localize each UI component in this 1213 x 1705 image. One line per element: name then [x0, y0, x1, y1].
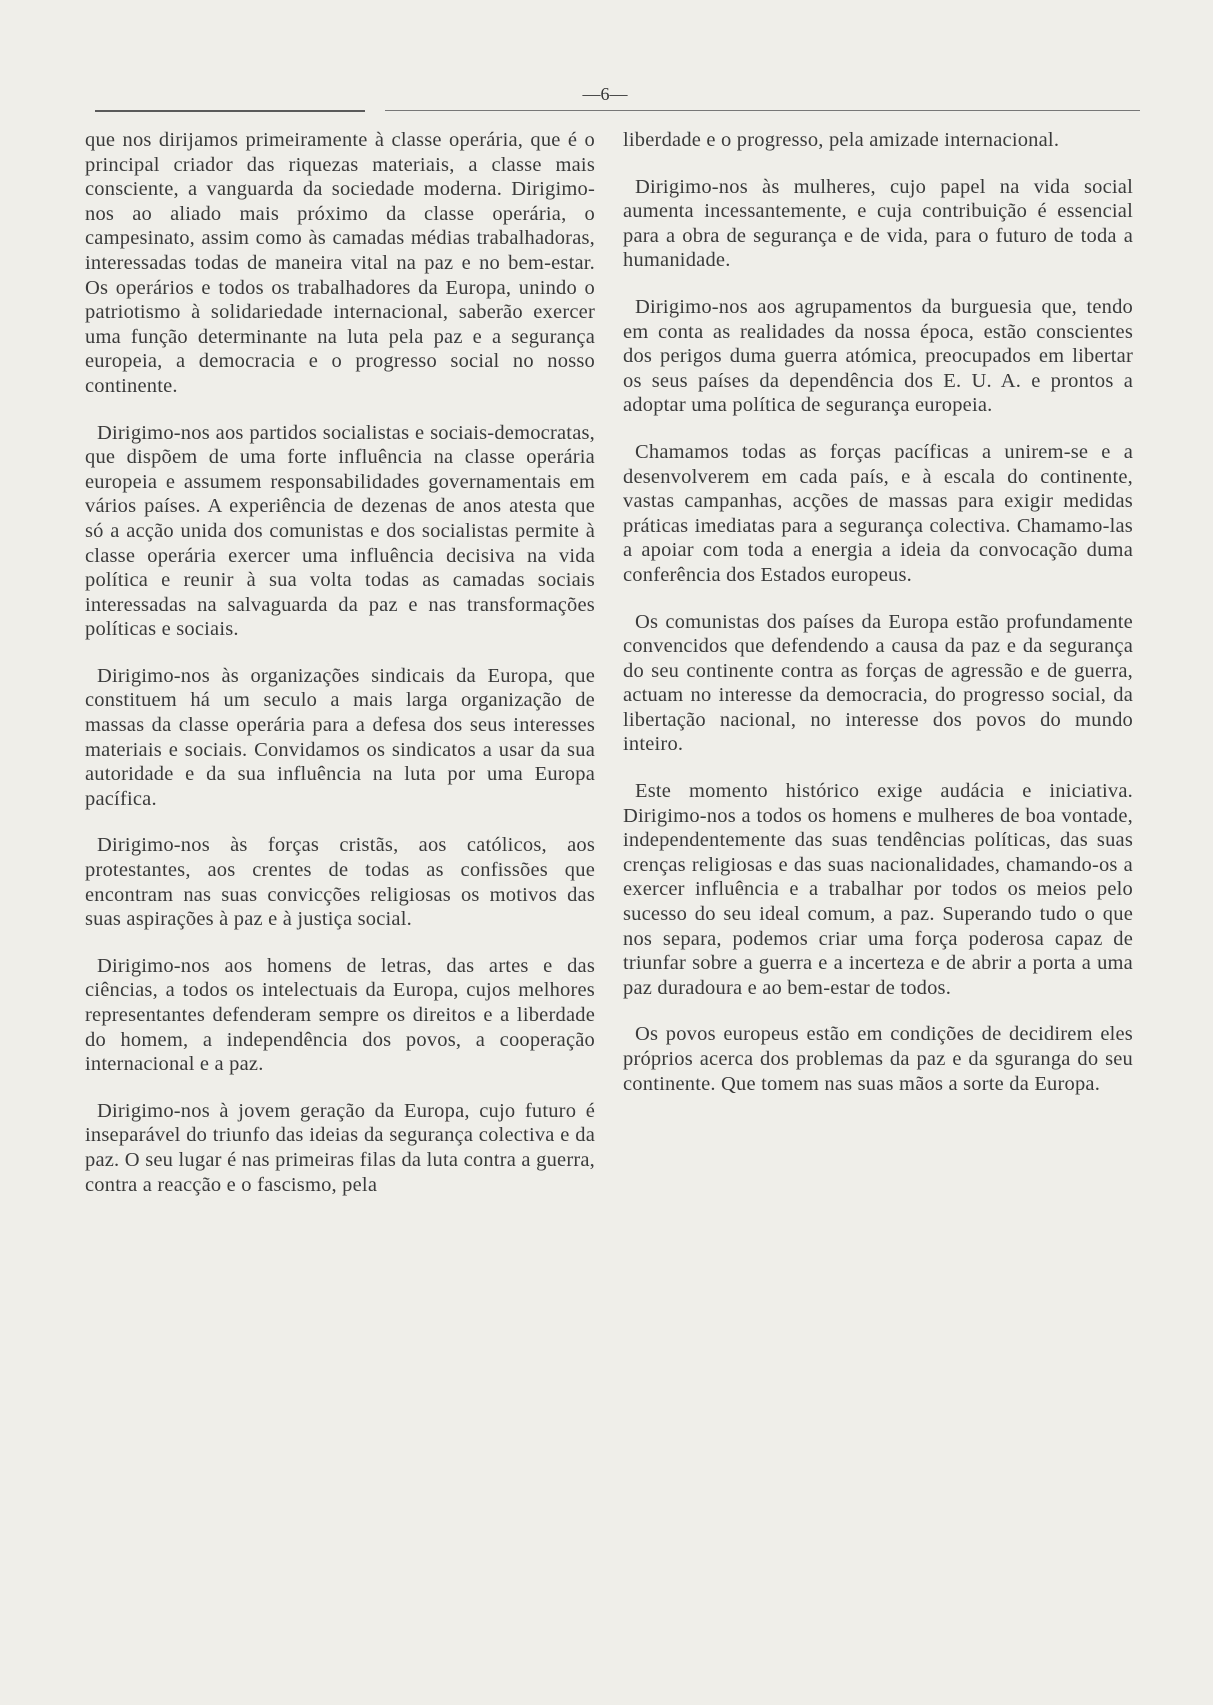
paragraph: Dirigimo-nos aos homens de letras, das artes e das ciências, a todos os intelectuais da Europa, cujos melhores representantes defenderam sempre os direitos e a liberdade do homem, a independência dos povos, a cooperação internacional e a paz.	[85, 954, 595, 1076]
paragraph: que nos dirijamos primeiramente à classe operária, que é o principal criador das riquezas materiais, a classe mais consciente, a vanguarda da sociedade moderna. Dirigimo-nos ao aliado mais próximo da classe operária, o campesinato, assim como às camadas médias trabalhadoras, interessadas todas de maneira vital na paz e no bem-estar. Os operários e todos os trabalhadores da Europa, unindo o patriotismo à solidariedade internacional, saberão exercer uma função determinante na luta pela paz e a segurança europeia, a democracia e o progresso social no nosso continente.	[85, 129, 595, 397]
paragraph: Dirigimo-nos aos partidos socialistas e sociais-democratas, que dispõem de uma forte influência na classe operária europeia e assumem responsabilidades governamentais em vários países. A experiência de dezenas de anos atesta que só a acção unida dos comunistas e dos socialistas permite à classe operária exercer uma influência decisiva na vida política e reunir à sua volta todas as camadas sociais interessadas na salvaguarda da paz e nas transformações políticas e sociais.	[85, 421, 595, 641]
left-column	[85, 128, 595, 1428]
right-column	[623, 128, 1133, 1428]
header-rule-left	[95, 110, 365, 112]
page-number: —6—	[582, 84, 628, 104]
paragraph: liberdade e o progresso, pela amizade internacional.	[623, 129, 1060, 151]
paragraph: Chamamos todas as forças pacíficas a unirem-se e a desenvolverem em cada país, e à escala do continente, vastas campanhas, acções de massas para exigir medidas práticas imediatas para a segurança colectiva. Chamamo-las a apoiar com toda a energia a ideia da convocação duma conferência dos Estados europeus.	[623, 440, 1133, 586]
paragraph: Este momento histórico exige audácia e iniciativa. Dirigimo-nos a todos os homens e mulheres de boa vontade, independentemente das suas tendências políticas, das suas crenças religiosas e das suas nacionalidades, chamando-os a exercer influência e a trabalhar por todos os meios pelo sucesso do seu ideal comum, a paz. Superando tudo o que nos separa, podemos criar uma força poderosa capaz de triunfar sobre a guerra e a incerteza e de abrir a porta a uma paz duradoura e ao bem-estar de todos.	[623, 780, 1133, 999]
paragraph: Dirigimo-nos às forças cristãs, aos católicos, aos protestantes, aos crentes de todas as confissões que encontram nas suas convicções religiosas os motivos das suas aspirações à paz e à justiça social.	[85, 834, 595, 931]
paragraph: Dirigimo-nos aos agrupamentos da burguesia que, tendo em conta as realidades da nossa época, estão conscientes dos perigos duma guerra atómica, preocupados em libertar os seus países da dependência dos E. U. A. e prontos a adoptar uma política de segurança europeia.	[623, 295, 1133, 417]
paragraph: Dirigimo-nos às organizações sindicais da Europa, que constituem há um seculo a mais larga organização de massas da classe operária para a defesa dos seus interesses materiais e sociais. Convidamos os sindicatos a usar da sua autoridade e da sua influência na luta por uma Europa pacífica.	[85, 664, 595, 810]
paragraph: Os comunistas dos países da Europa estão profundamente convencidos que defendendo a causa da paz e da segurança do seu continente contra as forças de agressão e de guerra, actuam no interesse da democracia, do progresso social, da libertação nacional, no interesse dos povos do mundo inteiro.	[623, 610, 1133, 756]
paragraph: Os povos europeus estão em condições de decidirem eles próprios acerca dos problemas da paz e da sguranga do seu continente. Que tomem nas suas mãos a sorte da Europa.	[623, 1023, 1133, 1095]
header-rule-right	[385, 110, 1140, 111]
paragraph: Dirigimo-nos à jovem geração da Europa, cujo futuro é inseparável do triunfo das ideias da segurança colectiva e da paz. O seu lugar é nas primeiras filas da luta contra a guerra, contra a reacção e o fascismo, pela	[85, 1099, 595, 1196]
paragraph: Dirigimo-nos às mulheres, cujo papel na vida social aumenta incessantemente, e cuja contribuição é essencial para a obra de segurança e de vida, para o futuro de toda a humanidade.	[623, 175, 1133, 272]
text-columns	[85, 128, 1133, 1428]
